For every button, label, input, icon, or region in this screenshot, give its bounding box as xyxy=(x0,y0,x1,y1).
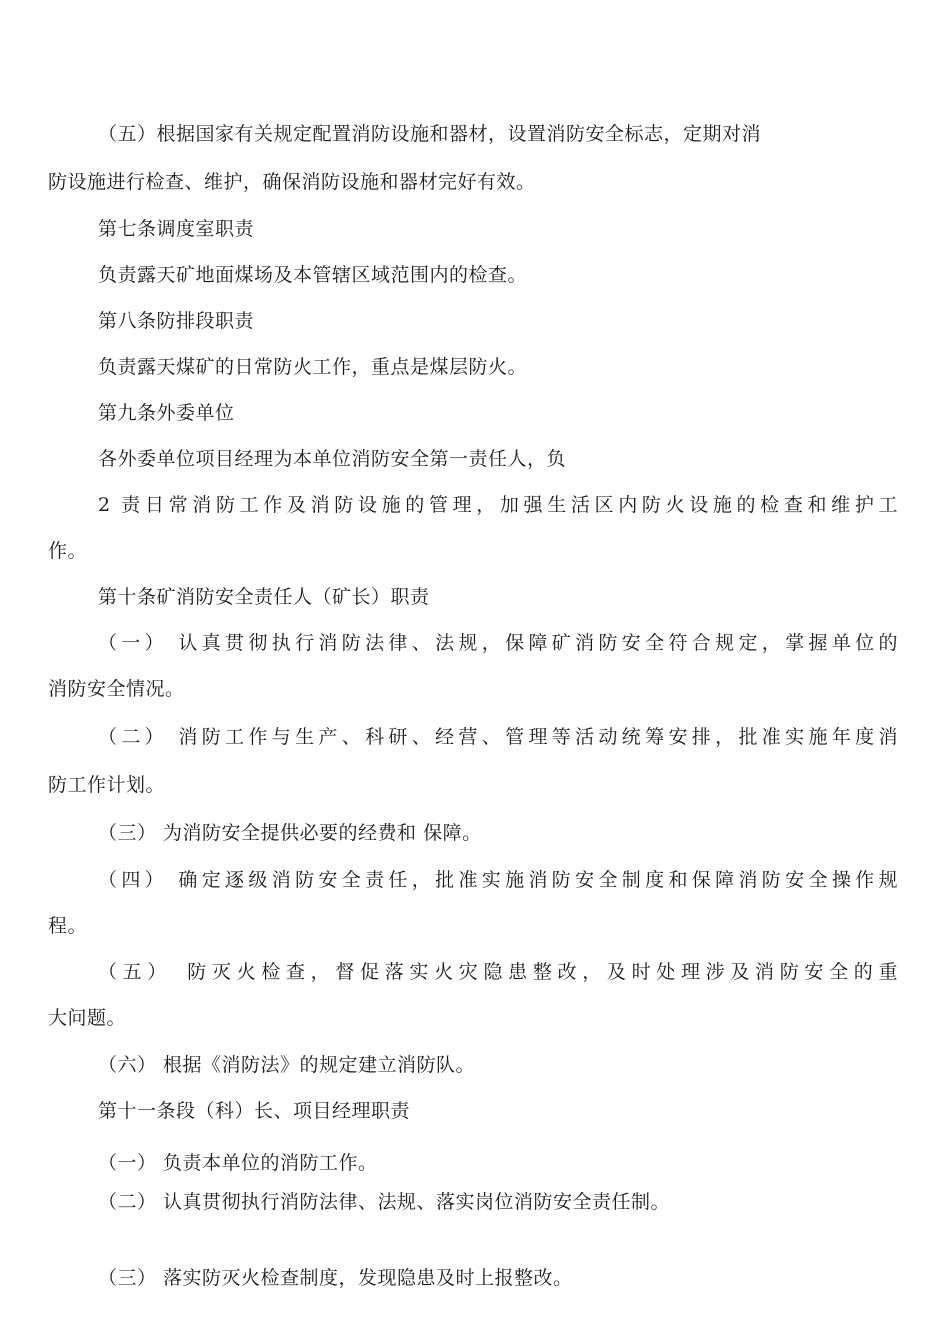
paragraph-line: 负责露天煤矿的日常防火工作，重点是煤层防火。 xyxy=(98,356,528,378)
paragraph-line: （一） 认真贯彻执行消防法律、法规，保障矿消防安全符合规定，掌握单位的 xyxy=(98,632,898,654)
paragraph-line: 各外委单位项目经理为本单位消防安全第一责任人，负 xyxy=(98,448,567,470)
paragraph-line: （一） 负责本单位的消防工作。 xyxy=(98,1152,378,1174)
paragraph-line: （二） 认真贯彻执行消防法律、法规、落实岗位消防安全责任制。 xyxy=(98,1191,671,1213)
paragraph-line: 防工作计划。 xyxy=(48,774,166,796)
paragraph-line: （二） 消防工作与生产、科研、经营、管理等活动统筹安排，批准实施年度消 xyxy=(98,726,898,748)
paragraph-line: （三） 为消防安全提供必要的经费和 保障。 xyxy=(98,822,482,844)
paragraph-line: （五） 防灭火检查，督促落实火灾隐患整改，及时处理涉及消防安全的重 xyxy=(98,961,898,983)
paragraph-line: 2 责日常消防工作及消防设施的管理，加强生活区内防火设施的检查和维护工 xyxy=(98,494,898,516)
paragraph-line: （五）根据国家有关规定配置消防设施和器材，设置消防安全标志，定期对消 xyxy=(98,123,762,145)
paragraph-line: （三） 落实防灭火检查制度，发现隐患及时上报整改。 xyxy=(98,1267,573,1289)
paragraph-line: 作。 xyxy=(48,540,88,562)
article-heading: 第十条矿消防安全责任人（矿长）职责 xyxy=(98,586,430,608)
article-heading: 第十一条段（科）长、项目经理职责 xyxy=(98,1100,411,1122)
paragraph-line: 程。 xyxy=(48,915,88,937)
paragraph-line: （六） 根据《消防法》的规定建立消防队。 xyxy=(98,1054,476,1076)
article-heading: 第九条外委单位 xyxy=(98,402,235,424)
article-heading: 第七条调度室职责 xyxy=(98,218,255,240)
paragraph-line: 消防安全情况。 xyxy=(48,678,185,700)
article-heading: 第八条防排段职责 xyxy=(98,310,255,332)
paragraph-line: 防设施进行检查、维护，确保消防设施和器材完好有效。 xyxy=(48,171,536,193)
paragraph-line: （四） 确定逐级消防安全责任，批准实施消防安全制度和保障消防安全操作规 xyxy=(98,869,898,891)
paragraph-line: 负责露天矿地面煤场及本管辖区域范围内的检查。 xyxy=(98,264,528,286)
paragraph-line: 大问题。 xyxy=(48,1007,127,1029)
